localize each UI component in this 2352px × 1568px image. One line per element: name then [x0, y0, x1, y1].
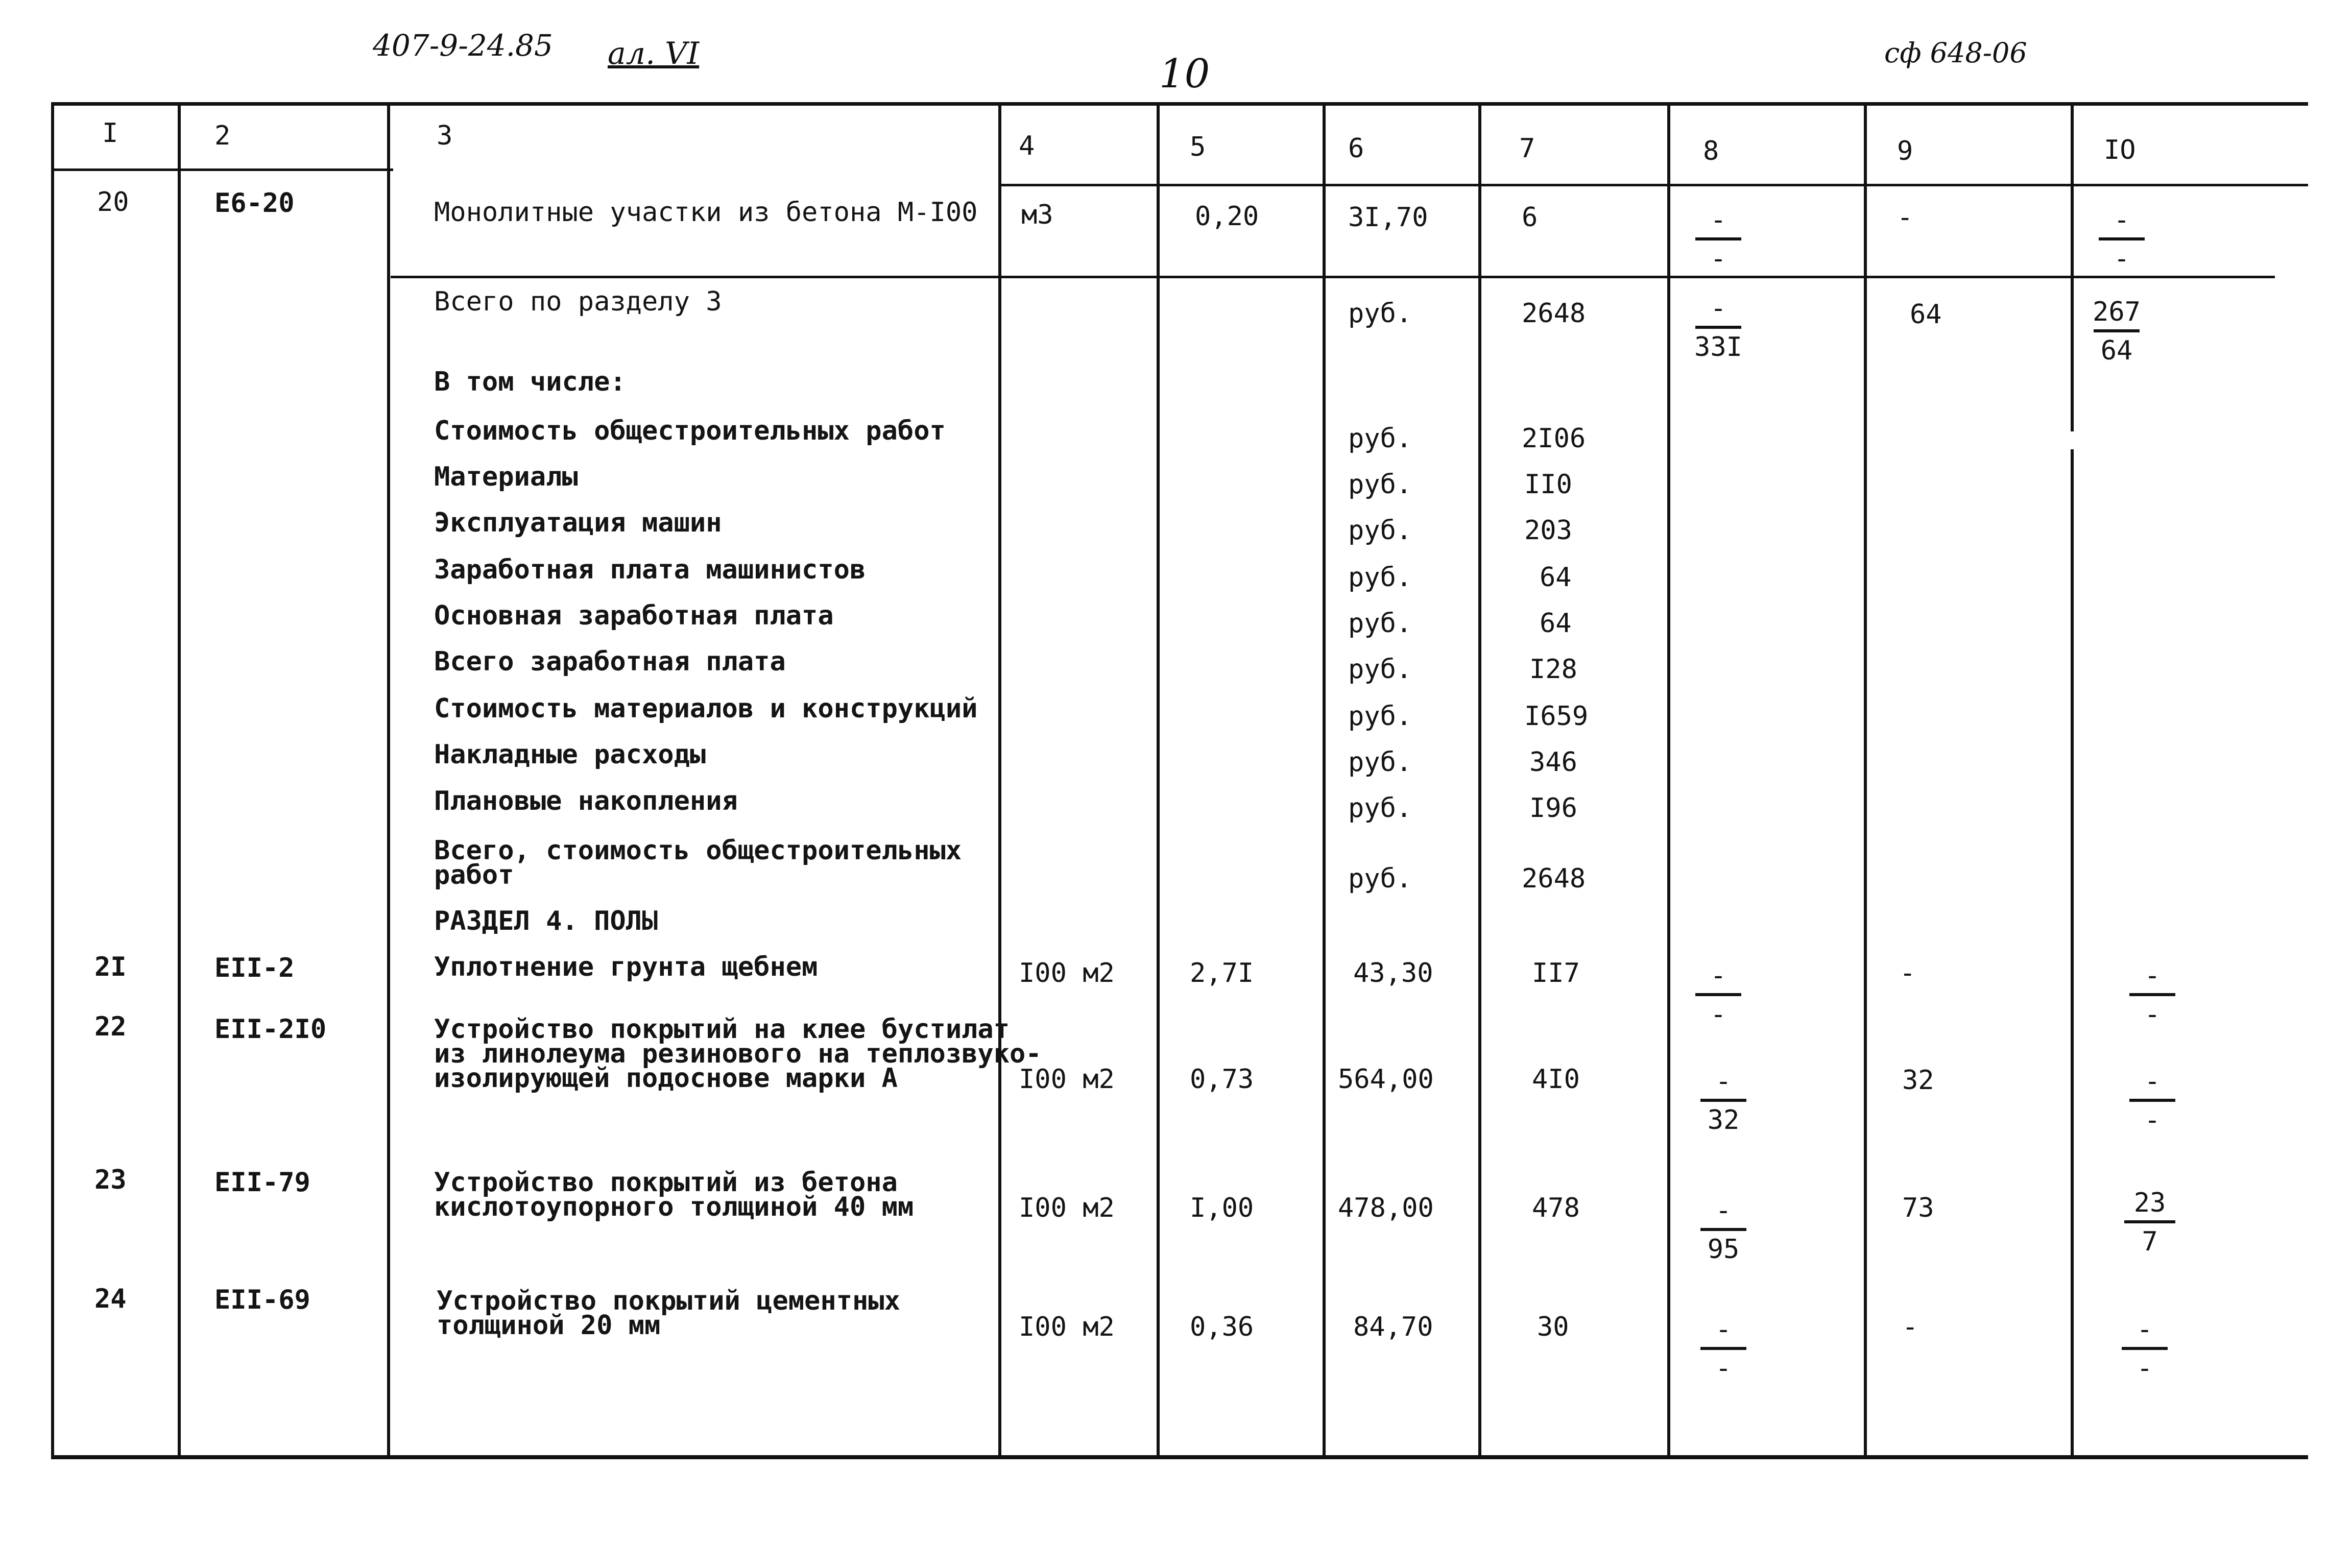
fraction-bar: [2122, 1347, 2168, 1350]
fraction-bar: [1700, 1347, 1746, 1350]
row24-col10-top: -: [2137, 1314, 2153, 1345]
row20-col9: -: [1897, 202, 1913, 233]
fraction-bar: [2094, 329, 2140, 332]
grand-total-value: 2648: [1522, 863, 1586, 894]
row23-col10-top: 23: [2133, 1188, 2166, 1218]
fraction-bar: [2129, 993, 2175, 996]
col-header-9: 9: [1897, 136, 1913, 166]
breakdown-unit: руб.: [1348, 701, 1412, 732]
row22-name-line3: изолирующей подоснове марки А: [434, 1063, 898, 1094]
col-header-6: 6: [1348, 133, 1364, 164]
col-border-3: [998, 105, 1001, 1458]
fraction-bar: [2129, 1099, 2175, 1102]
row20-num: 20: [97, 187, 129, 218]
section4-title: РАЗДЕЛ 4. ПОЛЫ: [434, 906, 658, 936]
breakdown-value-machinery: 203: [1524, 515, 1572, 546]
fraction-bar: [1700, 1228, 1746, 1231]
row22-col9: 32: [1902, 1065, 1934, 1096]
row21-price: 43,30: [1353, 958, 1433, 988]
section-total-col10-fraction: [2081, 299, 2152, 364]
row20-col10-bottom: -: [2114, 244, 2130, 274]
grand-total-label-line2: работ: [434, 860, 514, 890]
breakdown-unit: руб.: [1348, 515, 1412, 546]
row20-unit: м3: [1021, 200, 1053, 230]
row22-col10-bottom: -: [2144, 1105, 2161, 1136]
row22-code: ЕII-2I0: [214, 1014, 327, 1045]
breakdown-unit: руб.: [1348, 562, 1412, 593]
fraction-bar: [2099, 237, 2145, 240]
breakdown-unit: руб.: [1348, 608, 1412, 639]
row21-col10-bottom: -: [2144, 999, 2161, 1030]
col-border-6: [1478, 105, 1481, 1458]
breakdown-label-general-works: Стоимость общестроительных работ: [434, 416, 946, 446]
row24-num: 24: [94, 1284, 127, 1314]
row20-col8-fraction: [1680, 207, 1757, 272]
row20-qty: 0,20: [1195, 201, 1259, 232]
fraction-bar: [1700, 1099, 1746, 1102]
breakdown-value-base-wages: 64: [1540, 608, 1572, 639]
col-border-5: [1323, 105, 1326, 1458]
grand-total-label-line1: Всего, стоимость общестроительных: [434, 835, 962, 866]
row23-num: 23: [94, 1165, 127, 1195]
section-total-col8-fraction: [1680, 293, 1757, 363]
breakdown-value-planned-savings: I96: [1529, 793, 1577, 824]
breakdown-unit: руб.: [1348, 747, 1412, 778]
breakdown-unit: руб.: [1348, 469, 1412, 500]
section-total-unit: руб.: [1348, 298, 1412, 329]
breakdown-unit: руб.: [1348, 423, 1412, 454]
row21-col8-bottom: -: [1710, 999, 1726, 1030]
row20-code: Е6-20: [214, 188, 295, 219]
section-total-label: Всего по разделу 3: [434, 286, 722, 317]
row20-col10-fraction: [2083, 207, 2160, 272]
breakdown-label-machinist-wages: Заработная плата машинистов: [434, 554, 866, 585]
breakdown-label-total-wages: Всего заработная плата: [434, 646, 786, 677]
row21-num: 2I: [94, 952, 127, 982]
section-total-value: 2648: [1522, 298, 1586, 329]
row22-col10-fraction: [2114, 1066, 2191, 1136]
row21-col8-fraction: [1680, 962, 1757, 1028]
fraction-bar: [1695, 993, 1741, 996]
row22-name-line2: из линолеума резинового на теплозвуко-: [434, 1039, 1042, 1069]
breakdown-label-materials: Материалы: [434, 462, 578, 492]
row23-col10-fraction: [2111, 1190, 2188, 1255]
col-border-4: [1157, 105, 1160, 1458]
row23-col10-bottom: 7: [2142, 1226, 2158, 1257]
col-header-3: 3: [437, 120, 453, 151]
row23-unit: I00 м2: [1019, 1193, 1115, 1223]
fraction-bar: [2124, 1220, 2175, 1223]
row23-total: 478: [1532, 1193, 1580, 1223]
row20-col8-bottom: -: [1710, 244, 1726, 274]
fraction-bar: [1695, 326, 1741, 329]
row22-total: 4I0: [1532, 1064, 1580, 1095]
col-header-2: 2: [214, 120, 231, 151]
row22-col8-bottom: 32: [1707, 1105, 1740, 1136]
row21-total: II7: [1532, 958, 1580, 988]
col-header-5: 5: [1190, 132, 1206, 162]
col-header-4: 4: [1019, 131, 1035, 161]
col-border-2: [387, 105, 390, 1458]
row23-col9: 73: [1902, 1193, 1934, 1223]
row24-qty: 0,36: [1190, 1312, 1254, 1342]
row24-col10-fraction: [2106, 1316, 2183, 1382]
breakdown-label-machinery: Эксплуатация машин: [434, 508, 722, 538]
breakdown-label-base-wages: Основная заработная плата: [434, 600, 834, 631]
fraction-bar: [1695, 237, 1741, 240]
row24-col9: -: [1902, 1312, 1918, 1342]
row22-price: 564,00: [1338, 1064, 1434, 1095]
row23-name-line1: Устройство покрытий из бетона: [434, 1167, 898, 1198]
row21-col9: -: [1900, 958, 1916, 988]
breakdown-value-machinist-wages: 64: [1540, 562, 1572, 593]
row20-bottom-border: [391, 276, 2275, 278]
row20-col8-top: -: [1710, 205, 1726, 235]
row23-col8-top: -: [1715, 1195, 1732, 1226]
breakdown-value-overheads: 346: [1529, 747, 1577, 778]
row23-name-line2: кислотоупорного толщиной 40 мм: [434, 1192, 914, 1222]
col-border-9: [2071, 105, 2074, 431]
row20-col10-top: -: [2114, 205, 2130, 235]
col-border-1: [178, 105, 181, 1458]
row24-unit: I00 м2: [1019, 1312, 1115, 1342]
col-header-10: IO: [2104, 135, 2136, 165]
row22-num: 22: [94, 1011, 127, 1042]
row21-col8-top: -: [1710, 960, 1726, 991]
col-border-8: [1864, 105, 1867, 1458]
grand-total-unit: руб.: [1348, 863, 1412, 894]
section-total-col8-top: -: [1710, 293, 1726, 324]
breakdown-value-materials: II0: [1524, 469, 1572, 500]
row21-col10-fraction: [2114, 962, 2191, 1028]
row21-code: ЕII-2: [214, 953, 295, 983]
row23-col8-fraction: [1685, 1197, 1762, 1263]
breakdown-value-materials-structures: I659: [1524, 701, 1589, 732]
breakdown-unit: руб.: [1348, 654, 1412, 685]
col-header-8: 8: [1703, 136, 1719, 166]
row21-unit: I00 м2: [1019, 958, 1115, 988]
breakdown-value-general-works: 2I06: [1522, 423, 1586, 454]
row23-qty: I,00: [1190, 1193, 1254, 1223]
row23-code: ЕII-79: [214, 1167, 310, 1198]
album-number: ал. VI: [608, 36, 700, 71]
section-total-col8-bottom: 33I: [1694, 332, 1742, 363]
row20-name: Монолитные участки из бетона М-I00: [434, 197, 978, 228]
header-bottom-border: [51, 168, 393, 171]
section-total-col9: 64: [1910, 299, 1942, 330]
row24-name-line2: толщиной 20 мм: [437, 1310, 661, 1341]
row22-name-line1: Устройство покрытий на клее бустилат: [434, 1014, 1010, 1045]
col-border-7: [1667, 105, 1670, 1458]
row20-total: 6: [1522, 202, 1538, 233]
row21-col10-top: -: [2144, 960, 2161, 991]
row24-name-line1: Устройство покрытий цементных: [437, 1286, 900, 1316]
row22-qty: 0,73: [1190, 1064, 1254, 1095]
doc-code: 407-9-24.85: [373, 28, 553, 63]
row24-price: 84,70: [1353, 1312, 1433, 1342]
row24-code: ЕII-69: [214, 1285, 310, 1315]
breakdown-unit: руб.: [1348, 793, 1412, 824]
row23-col8-bottom: 95: [1707, 1234, 1740, 1265]
including-label: В том числе:: [434, 367, 626, 397]
row24-col8-fraction: [1685, 1316, 1762, 1382]
row21-qty: 2,7I: [1190, 958, 1254, 988]
stamp-code: сф 648-06: [1884, 37, 2027, 69]
section-total-col10-bottom: 64: [2100, 335, 2133, 366]
breakdown-label-materials-structures: Стоимость материалов и конструкций: [434, 693, 978, 724]
row20-price: 3I,70: [1348, 202, 1428, 233]
col-header-1: I: [102, 118, 118, 149]
row24-total: 30: [1537, 1312, 1569, 1342]
header-bottom-border-2: [1001, 184, 2308, 186]
row21-name: Уплотнение грунта щебнем: [434, 952, 818, 982]
breakdown-label-overheads: Накладные расходы: [434, 739, 706, 770]
row22-col8-fraction: [1685, 1066, 1762, 1136]
row24-col8-top: -: [1715, 1314, 1732, 1345]
section-total-col10-top: 267: [2093, 297, 2141, 327]
breakdown-label-planned-savings: Плановые накопления: [434, 786, 738, 816]
row24-col8-bottom: -: [1715, 1353, 1732, 1384]
col-header-7: 7: [1519, 133, 1535, 164]
breakdown-value-total-wages: I28: [1529, 654, 1577, 685]
page-number: 10: [1159, 51, 1210, 97]
row22-unit: I00 м2: [1019, 1064, 1115, 1095]
row22-col8-top: -: [1715, 1066, 1732, 1097]
col-border-left: [51, 102, 54, 1458]
row22-col10-top: -: [2144, 1066, 2161, 1097]
row23-price: 478,00: [1338, 1193, 1434, 1223]
row24-col10-bottom: -: [2137, 1353, 2153, 1384]
col-border-9b: [2071, 449, 2074, 1458]
